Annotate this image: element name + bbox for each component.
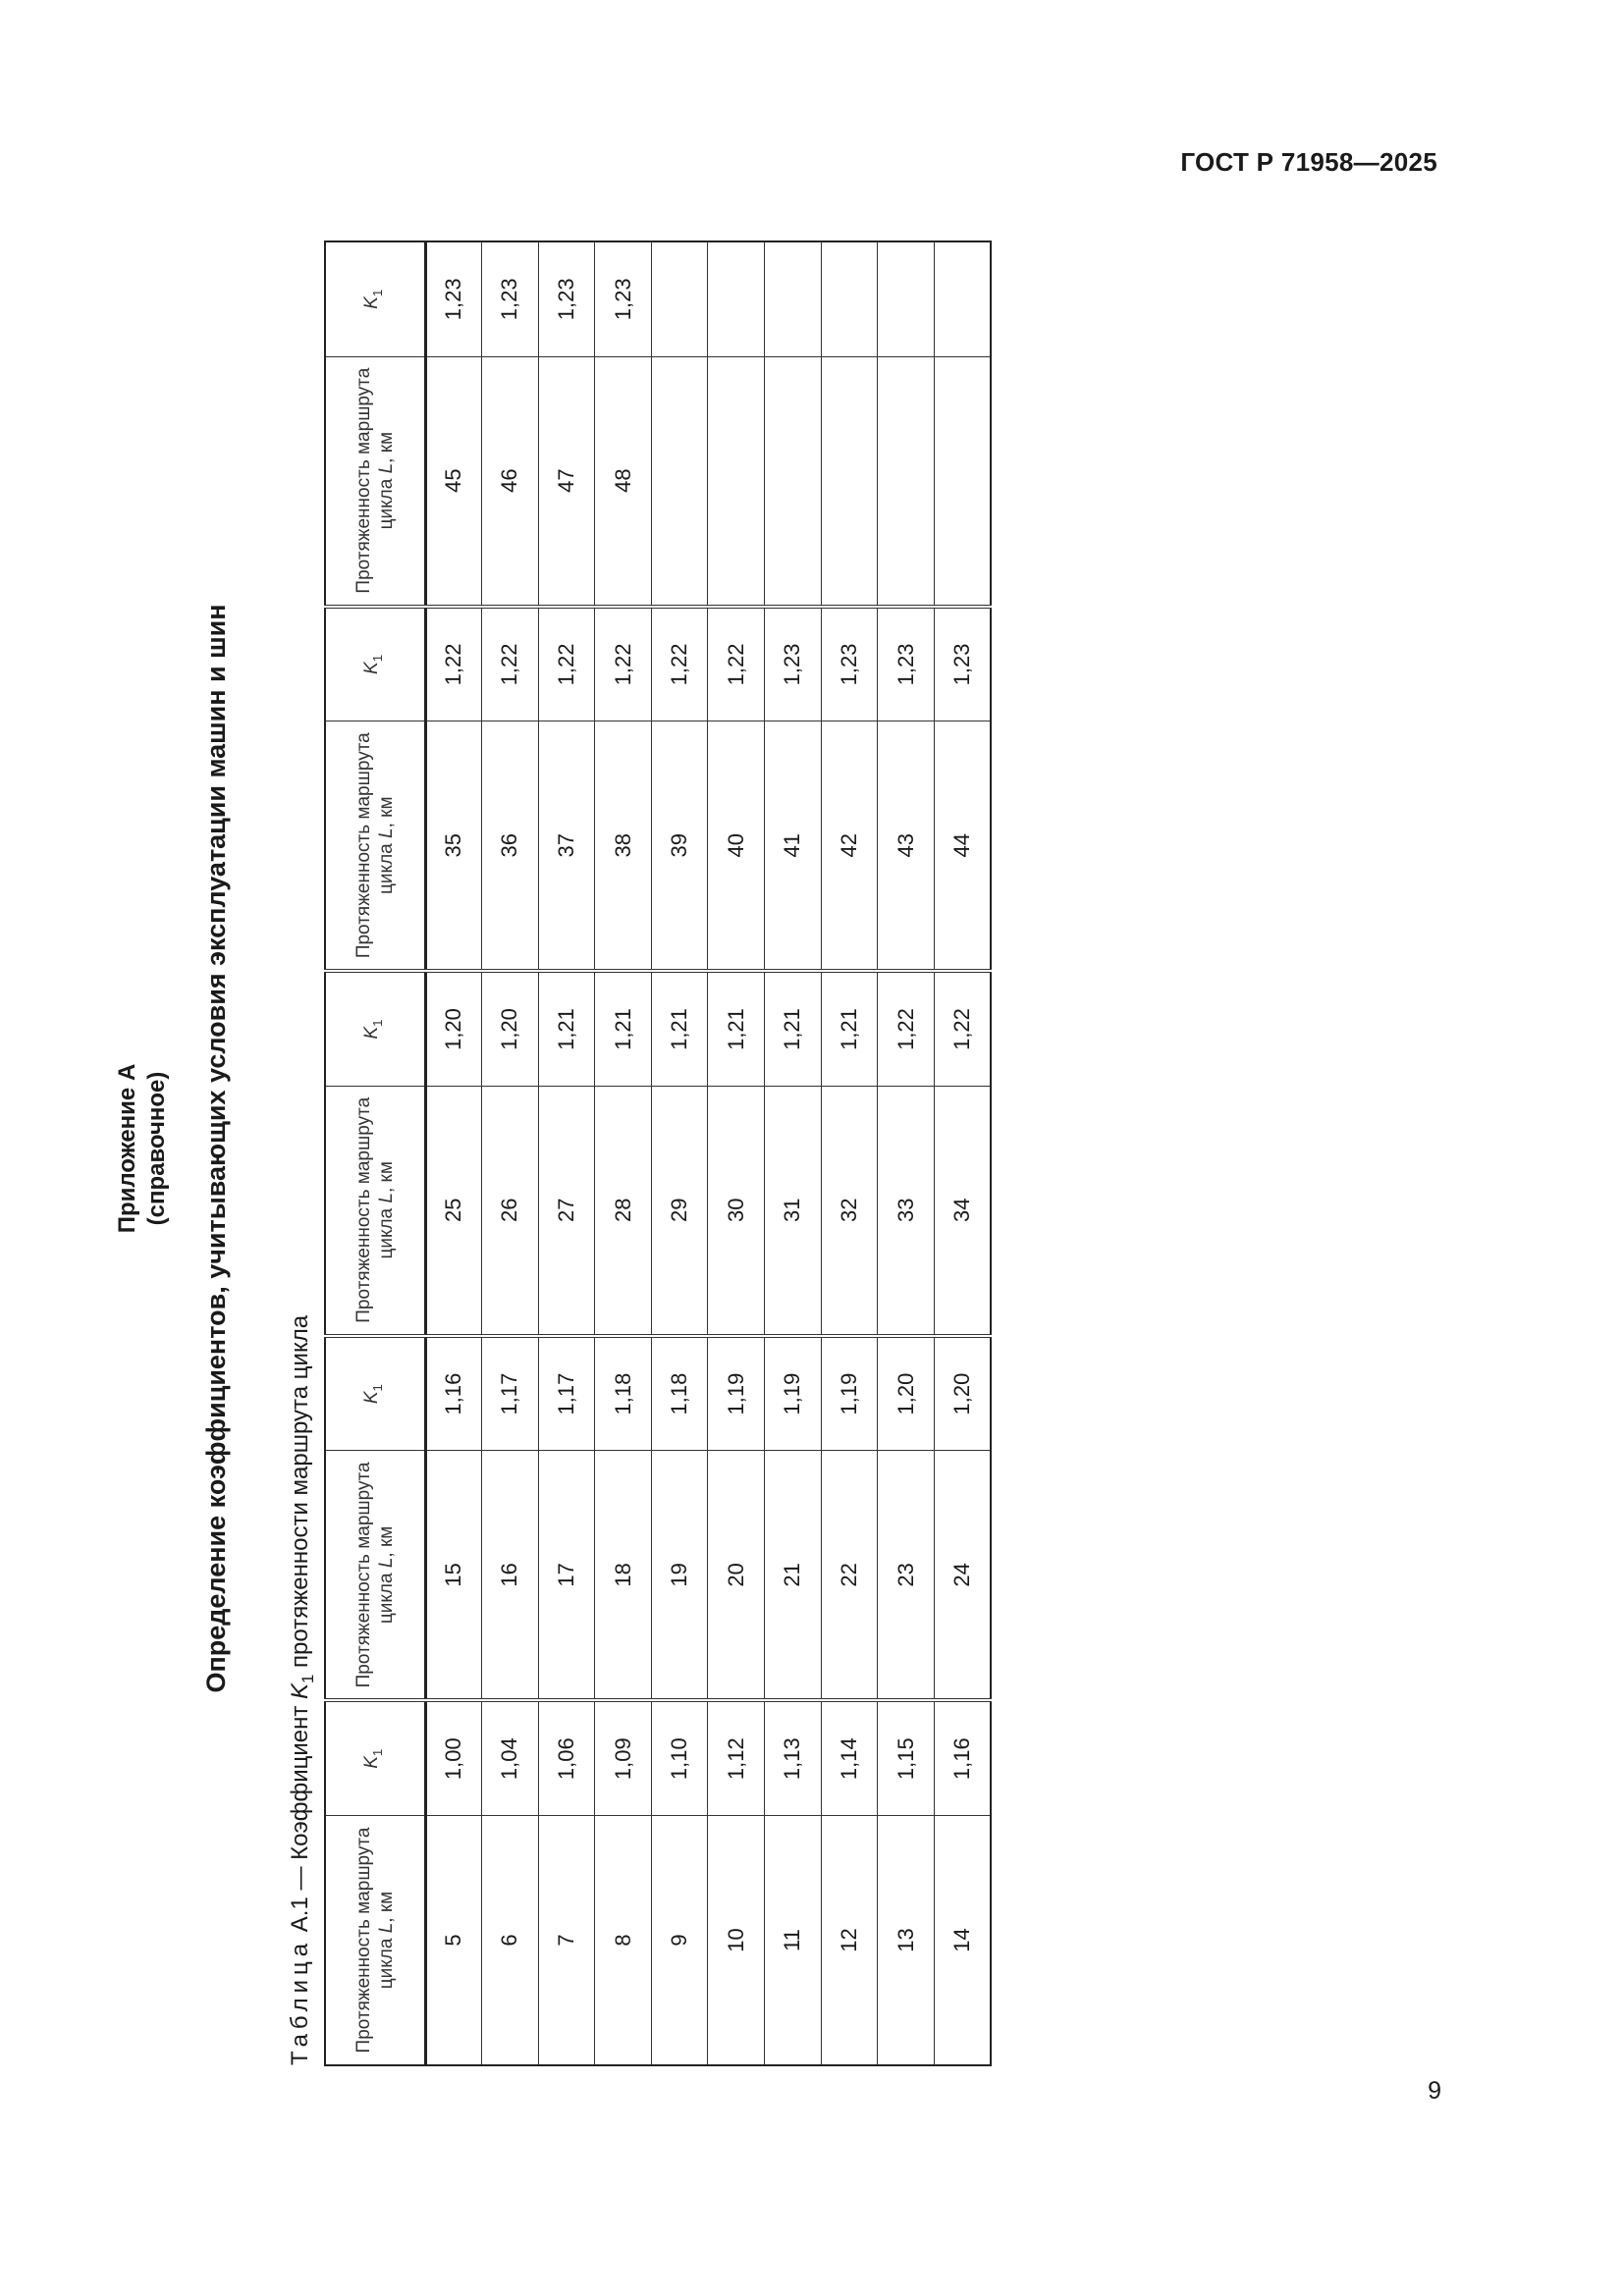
table-row xyxy=(651,241,708,2065)
cell-length: 39 xyxy=(651,721,708,972)
header-row xyxy=(325,241,425,2065)
cell-k1: 1,23 xyxy=(765,607,822,721)
cell-k1 xyxy=(651,241,708,356)
cell-length xyxy=(821,356,878,607)
cell-length: 8 xyxy=(595,1815,652,2065)
cell-length: 10 xyxy=(708,1815,765,2065)
cell-length: 28 xyxy=(595,1086,652,1336)
cell-length: 25 xyxy=(425,1086,482,1336)
rotated-content xyxy=(59,157,992,2130)
cell-k1: 1,12 xyxy=(708,1700,765,1815)
cell-length: 36 xyxy=(482,721,539,972)
cell-length xyxy=(708,356,765,607)
table-row xyxy=(821,241,878,2065)
cell-length: 18 xyxy=(595,1451,652,1701)
table-row xyxy=(934,241,991,2065)
cell-length: 44 xyxy=(934,721,991,972)
cell-k1: 1,23 xyxy=(934,607,991,721)
cell-length: 46 xyxy=(482,356,539,607)
table-row xyxy=(425,241,482,2065)
cell-k1 xyxy=(708,241,765,356)
cell-k1: 1,19 xyxy=(765,1336,822,1451)
cell-k1: 1,22 xyxy=(538,607,595,721)
cell-length: 34 xyxy=(934,1086,991,1336)
cell-k1: 1,17 xyxy=(538,1336,595,1451)
cell-k1: 1,10 xyxy=(651,1700,708,1815)
cell-length: 30 xyxy=(708,1086,765,1336)
page-number: 9 xyxy=(1428,2077,1441,2105)
header-length: Протяженность маршрута цикла L, км xyxy=(325,1451,425,1701)
cell-k1: 1,14 xyxy=(821,1700,878,1815)
cell-k1: 1,22 xyxy=(651,607,708,721)
cell-k1: 1,22 xyxy=(425,607,482,721)
header-k1: $K_1$ xyxy=(325,1336,425,1451)
section-title: Определение коэффициентов, учитывающих условия эксплуатации машин и шин xyxy=(201,604,231,1693)
cell-length: 45 xyxy=(425,356,482,607)
table-row xyxy=(878,241,935,2065)
cell-k1: 1,19 xyxy=(708,1336,765,1451)
cell-length: 23 xyxy=(878,1451,935,1701)
cell-k1: 1,18 xyxy=(651,1336,708,1451)
cell-k1: 1,09 xyxy=(595,1700,652,1815)
table-row xyxy=(708,241,765,2065)
cell-k1: 1,22 xyxy=(482,607,539,721)
header-length: Протяженность маршрута цикла L, км xyxy=(325,1815,425,2065)
cell-k1: 1,17 xyxy=(482,1336,539,1451)
caption-text: протяженности маршрута цикла xyxy=(287,1314,313,1675)
header-k1: $K_1$ xyxy=(325,1700,425,1815)
header-k1: $K_1$ xyxy=(325,971,425,1086)
header-length: Протяженность маршрута цикла L, км xyxy=(325,356,425,607)
caption-number: А.1 — Коэффициент xyxy=(287,1698,313,1939)
header-k1: $K_1$ xyxy=(325,241,425,356)
cell-length: 27 xyxy=(538,1086,595,1336)
cell-k1: 1,06 xyxy=(538,1700,595,1815)
cell-k1: 1,22 xyxy=(878,971,935,1086)
cell-k1: 1,23 xyxy=(878,607,935,721)
cell-k1: 1,13 xyxy=(765,1700,822,1815)
table-row xyxy=(765,241,822,2065)
cell-k1: 1,15 xyxy=(878,1700,935,1815)
cell-k1: 1,16 xyxy=(934,1700,991,1815)
cell-k1: 1,18 xyxy=(595,1336,652,1451)
cell-k1: 1,23 xyxy=(538,241,595,356)
cell-length: 43 xyxy=(878,721,935,972)
cell-k1: 1,23 xyxy=(595,241,652,356)
cell-length: 35 xyxy=(425,721,482,972)
table-header xyxy=(325,241,425,2065)
cell-length xyxy=(765,356,822,607)
cell-length: 9 xyxy=(651,1815,708,2065)
cell-k1: 1,04 xyxy=(482,1700,539,1815)
header-length: Протяженность маршрута цикла L, км xyxy=(325,1086,425,1336)
cell-length: 19 xyxy=(651,1451,708,1701)
cell-k1 xyxy=(821,241,878,356)
cell-k1: 1,23 xyxy=(482,241,539,356)
cell-length: 7 xyxy=(538,1815,595,2065)
cell-k1: 1,21 xyxy=(595,971,652,1086)
caption-prefix: Таблица xyxy=(287,1938,313,2065)
document-code: ГОСТ Р 71958—2025 xyxy=(1180,147,1437,177)
coefficient-table xyxy=(324,240,992,2066)
caption-subscript: 1 xyxy=(298,1674,317,1683)
cell-length: 26 xyxy=(482,1086,539,1336)
cell-length: 33 xyxy=(878,1086,935,1336)
cell-length: 31 xyxy=(765,1086,822,1336)
cell-length: 14 xyxy=(934,1815,991,2065)
cell-length: 12 xyxy=(821,1815,878,2065)
table-caption xyxy=(287,1315,318,2065)
table-body xyxy=(425,241,991,2065)
cell-k1: 1,21 xyxy=(765,971,822,1086)
cell-length: 6 xyxy=(482,1815,539,2065)
cell-length: 16 xyxy=(482,1451,539,1701)
cell-length: 20 xyxy=(708,1451,765,1701)
cell-length: 38 xyxy=(595,721,652,972)
cell-k1: 1,23 xyxy=(425,241,482,356)
cell-length: 15 xyxy=(425,1451,482,1701)
cell-length: 21 xyxy=(765,1451,822,1701)
table-row xyxy=(482,241,539,2065)
cell-length: 37 xyxy=(538,721,595,972)
cell-length: 47 xyxy=(538,356,595,607)
appendix-type: (справочное) xyxy=(143,1071,170,1226)
cell-k1: 1,20 xyxy=(878,1336,935,1451)
cell-length xyxy=(651,356,708,607)
cell-length: 42 xyxy=(821,721,878,972)
cell-k1: 1,16 xyxy=(425,1336,482,1451)
cell-length: 17 xyxy=(538,1451,595,1701)
cell-k1: 1,20 xyxy=(934,1336,991,1451)
cell-k1 xyxy=(878,241,935,356)
header-k1: $K_1$ xyxy=(325,607,425,721)
cell-k1: 1,21 xyxy=(821,971,878,1086)
cell-length: 13 xyxy=(878,1815,935,2065)
cell-length: 48 xyxy=(595,356,652,607)
cell-k1: 1,22 xyxy=(595,607,652,721)
appendix-label: Приложение А xyxy=(114,1063,140,1234)
cell-k1: 1,00 xyxy=(425,1700,482,1815)
cell-length: 40 xyxy=(708,721,765,972)
cell-k1: 1,23 xyxy=(821,607,878,721)
cell-k1: 1,20 xyxy=(482,971,539,1086)
cell-length: 11 xyxy=(765,1815,822,2065)
header-length: Протяженность маршрута цикла L, км xyxy=(325,721,425,972)
cell-k1: 1,21 xyxy=(708,971,765,1086)
cell-k1: 1,21 xyxy=(538,971,595,1086)
cell-k1: 1,22 xyxy=(708,607,765,721)
cell-length: 24 xyxy=(934,1451,991,1701)
cell-k1: 1,20 xyxy=(425,971,482,1086)
cell-length xyxy=(878,356,935,607)
cell-length xyxy=(934,356,991,607)
table-row xyxy=(595,241,652,2065)
cell-length: 22 xyxy=(821,1451,878,1701)
cell-length: 32 xyxy=(821,1086,878,1336)
caption-symbol: K xyxy=(287,1682,313,1699)
cell-length: 5 xyxy=(425,1815,482,2065)
table-row xyxy=(538,241,595,2065)
cell-length: 29 xyxy=(651,1086,708,1336)
cell-length: 41 xyxy=(765,721,822,972)
cell-k1 xyxy=(765,241,822,356)
cell-k1: 1,21 xyxy=(651,971,708,1086)
cell-k1: 1,22 xyxy=(934,971,991,1086)
cell-k1: 1,19 xyxy=(821,1336,878,1451)
appendix-heading xyxy=(113,167,172,2130)
cell-k1 xyxy=(934,241,991,356)
